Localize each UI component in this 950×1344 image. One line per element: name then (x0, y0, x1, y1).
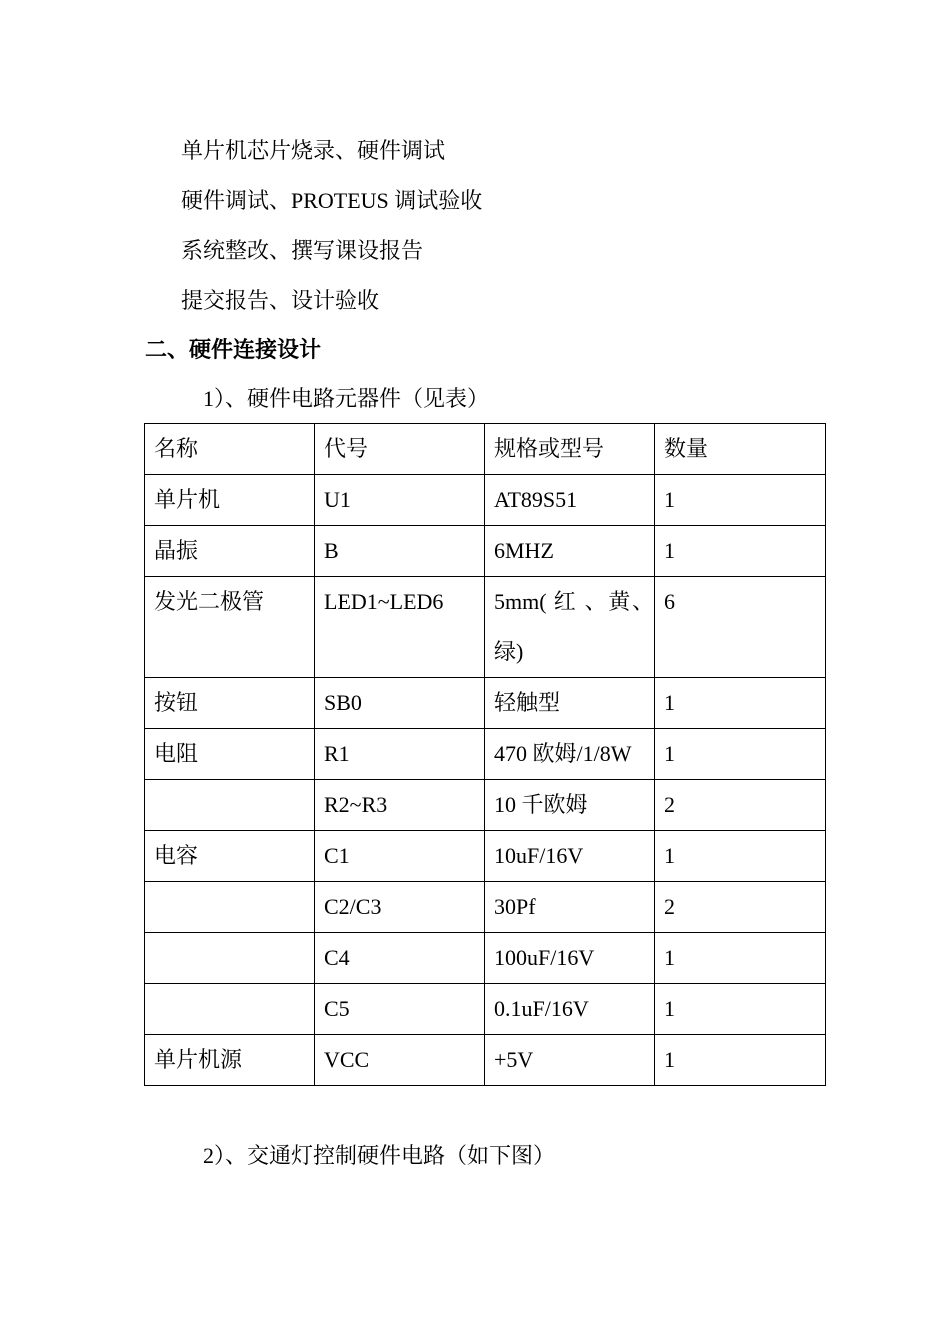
cell-name: 单片机 (145, 475, 315, 526)
cell-quantity: 1 (655, 729, 826, 780)
cell-name: 按钮 (145, 678, 315, 729)
schedule-item: 单片机芯片烧录、硬件调试 (181, 138, 446, 163)
schedule-item: 提交报告、设计验收 (181, 288, 380, 313)
cell-quantity: 1 (655, 984, 826, 1035)
cell-name: 电阻 (145, 729, 315, 780)
cell-quantity: 2 (655, 780, 826, 831)
cell-name: 单片机源 (145, 1035, 315, 1086)
cell-spec: 100uF/16V (485, 933, 655, 984)
cell-quantity: 1 (655, 1035, 826, 1086)
cell-quantity: 1 (655, 475, 826, 526)
table-row (145, 882, 826, 933)
schedule-item: 硬件调试、PROTEUS 调试验收 (181, 188, 483, 213)
cell-code: U1 (315, 475, 485, 526)
cell-spec: 470 欧姆/1/8W (485, 729, 655, 780)
cell-name: 发光二极管 (145, 577, 315, 678)
table-header-row (145, 424, 826, 475)
table-row (145, 984, 826, 1035)
subsection-title-components: 1）、硬件电路元器件（见表） (203, 386, 490, 411)
table-row (145, 1035, 826, 1086)
cell-spec: 10 千欧姆 (485, 780, 655, 831)
cell-code: VCC (315, 1035, 485, 1086)
cell-name: 晶振 (145, 526, 315, 577)
cell-spec: 0.1uF/16V (485, 984, 655, 1035)
components-table (144, 423, 826, 1086)
header-name: 名称 (145, 424, 315, 475)
table-row (145, 678, 826, 729)
subsection-title-circuit: 2）、交通灯控制硬件电路（如下图） (203, 1143, 556, 1168)
cell-name (145, 882, 315, 933)
cell-quantity: 6 (655, 577, 826, 678)
table-row (145, 475, 826, 526)
header-spec: 规格或型号 (485, 424, 655, 475)
table-row (145, 831, 826, 882)
cell-code: C2/C3 (315, 882, 485, 933)
cell-code: C1 (315, 831, 485, 882)
cell-quantity: 1 (655, 526, 826, 577)
cell-spec: AT89S51 (485, 475, 655, 526)
table-row (145, 933, 826, 984)
cell-name (145, 780, 315, 831)
header-code: 代号 (315, 424, 485, 475)
cell-code: C5 (315, 984, 485, 1035)
table-row (145, 780, 826, 831)
cell-name (145, 984, 315, 1035)
schedule-item: 系统整改、撰写课设报告 (181, 238, 424, 263)
cell-quantity: 1 (655, 831, 826, 882)
cell-quantity: 1 (655, 678, 826, 729)
cell-spec: 30Pf (485, 882, 655, 933)
cell-code: SB0 (315, 678, 485, 729)
cell-code: LED1~LED6 (315, 577, 485, 678)
table-row (145, 577, 826, 678)
cell-code: R2~R3 (315, 780, 485, 831)
cell-code: R1 (315, 729, 485, 780)
table-row (145, 526, 826, 577)
table-row (145, 729, 826, 780)
cell-spec: 5mm( 红 、黄、绿) (485, 577, 655, 678)
cell-spec: 10uF/16V (485, 831, 655, 882)
cell-code: B (315, 526, 485, 577)
header-quantity: 数量 (655, 424, 826, 475)
cell-spec: 轻触型 (485, 678, 655, 729)
cell-quantity: 1 (655, 933, 826, 984)
cell-name (145, 933, 315, 984)
cell-code: C4 (315, 933, 485, 984)
cell-name: 电容 (145, 831, 315, 882)
cell-spec: 6MHZ (485, 526, 655, 577)
cell-quantity: 2 (655, 882, 826, 933)
cell-spec: +5V (485, 1035, 655, 1086)
section-heading: 二、硬件连接设计 (145, 338, 322, 363)
